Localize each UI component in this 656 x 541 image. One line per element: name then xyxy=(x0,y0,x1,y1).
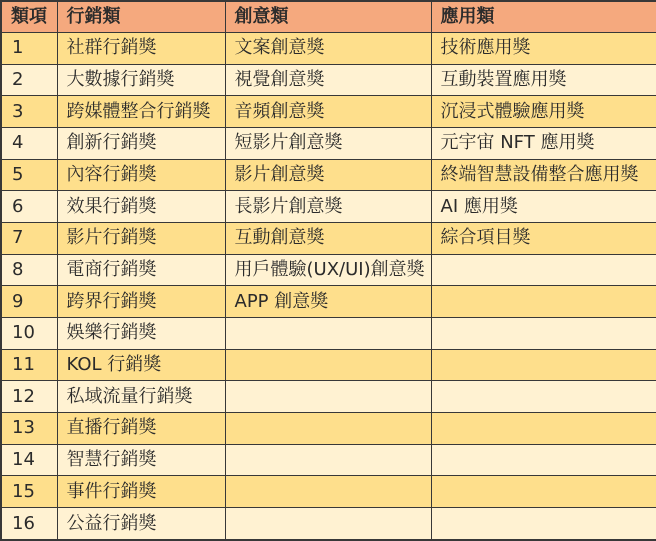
cell-index: 5 xyxy=(1,159,57,191)
table-row xyxy=(1,33,656,65)
cell-index: 2 xyxy=(1,64,57,96)
cell-index: 8 xyxy=(1,254,57,286)
cell-index: 11 xyxy=(1,349,57,381)
cell-marketing: 效果行銷獎 xyxy=(57,191,225,223)
cell-application xyxy=(431,444,656,476)
cell-creative xyxy=(225,349,431,381)
cell-application xyxy=(431,317,656,349)
cell-marketing: 私域流量行銷獎 xyxy=(57,381,225,413)
cell-marketing: 娛樂行銷獎 xyxy=(57,317,225,349)
table-row xyxy=(1,254,656,286)
cell-index: 1 xyxy=(1,33,57,65)
table-row xyxy=(1,286,656,318)
cell-creative: 互動創意獎 xyxy=(225,222,431,254)
header-cell-creative: 創意類 xyxy=(225,1,431,33)
cell-index: 7 xyxy=(1,222,57,254)
cell-creative xyxy=(225,381,431,413)
cell-index: 12 xyxy=(1,381,57,413)
cell-creative: 短影片創意獎 xyxy=(225,127,431,159)
cell-application: 元宇宙 NFT 應用獎 xyxy=(431,127,656,159)
cell-creative: 影片創意獎 xyxy=(225,159,431,191)
cell-index: 13 xyxy=(1,412,57,444)
cell-marketing: 公益行銷獎 xyxy=(57,507,225,540)
table-row xyxy=(1,159,656,191)
table-header-row xyxy=(1,1,656,33)
table-row xyxy=(1,476,656,508)
header-cell-application: 應用類 xyxy=(431,1,656,33)
cell-creative: 視覺創意獎 xyxy=(225,64,431,96)
table-row xyxy=(1,127,656,159)
cell-marketing: 電商行銷獎 xyxy=(57,254,225,286)
cell-creative: 長影片創意獎 xyxy=(225,191,431,223)
cell-marketing: 直播行銷獎 xyxy=(57,412,225,444)
cell-creative xyxy=(225,476,431,508)
table-row xyxy=(1,381,656,413)
cell-index: 14 xyxy=(1,444,57,476)
cell-index: 4 xyxy=(1,127,57,159)
cell-application xyxy=(431,254,656,286)
cell-creative xyxy=(225,412,431,444)
header-cell-marketing: 行銷類 xyxy=(57,1,225,33)
header-cell-index: 類項 xyxy=(1,1,57,33)
cell-index: 16 xyxy=(1,507,57,540)
table-row xyxy=(1,444,656,476)
cell-application xyxy=(431,507,656,540)
cell-application xyxy=(431,412,656,444)
cell-marketing: 智慧行銷獎 xyxy=(57,444,225,476)
cell-application xyxy=(431,349,656,381)
cell-creative xyxy=(225,507,431,540)
cell-application xyxy=(431,381,656,413)
table-row xyxy=(1,507,656,540)
cell-creative xyxy=(225,444,431,476)
cell-index: 9 xyxy=(1,286,57,318)
table-row xyxy=(1,96,656,128)
cell-application: AI 應用獎 xyxy=(431,191,656,223)
table-row xyxy=(1,64,656,96)
cell-application xyxy=(431,476,656,508)
table-row xyxy=(1,222,656,254)
cell-marketing: 影片行銷獎 xyxy=(57,222,225,254)
cell-creative xyxy=(225,317,431,349)
table-row xyxy=(1,191,656,223)
table-row xyxy=(1,349,656,381)
cell-application: 沉浸式體驗應用獎 xyxy=(431,96,656,128)
cell-marketing: 創新行銷獎 xyxy=(57,127,225,159)
cell-marketing: 內容行銷獎 xyxy=(57,159,225,191)
cell-application: 技術應用獎 xyxy=(431,33,656,65)
cell-application: 互動裝置應用獎 xyxy=(431,64,656,96)
cell-marketing: 大數據行銷獎 xyxy=(57,64,225,96)
table-row xyxy=(1,412,656,444)
cell-index: 3 xyxy=(1,96,57,128)
cell-marketing: 社群行銷獎 xyxy=(57,33,225,65)
cell-creative: 音頻創意獎 xyxy=(225,96,431,128)
table-row xyxy=(1,317,656,349)
cell-marketing: 跨界行銷獎 xyxy=(57,286,225,318)
cell-application: 終端智慧設備整合應用獎 xyxy=(431,159,656,191)
cell-index: 10 xyxy=(1,317,57,349)
cell-marketing: 跨媒體整合行銷獎 xyxy=(57,96,225,128)
cell-marketing: KOL 行銷獎 xyxy=(57,349,225,381)
cell-marketing: 事件行銷獎 xyxy=(57,476,225,508)
cell-creative: APP 創意獎 xyxy=(225,286,431,318)
cell-application: 綜合項目獎 xyxy=(431,222,656,254)
cell-creative: 文案創意獎 xyxy=(225,33,431,65)
cell-index: 6 xyxy=(1,191,57,223)
cell-application xyxy=(431,286,656,318)
cell-index: 15 xyxy=(1,476,57,508)
cell-creative: 用戶體驗(UX/UI)創意獎 xyxy=(225,254,431,286)
